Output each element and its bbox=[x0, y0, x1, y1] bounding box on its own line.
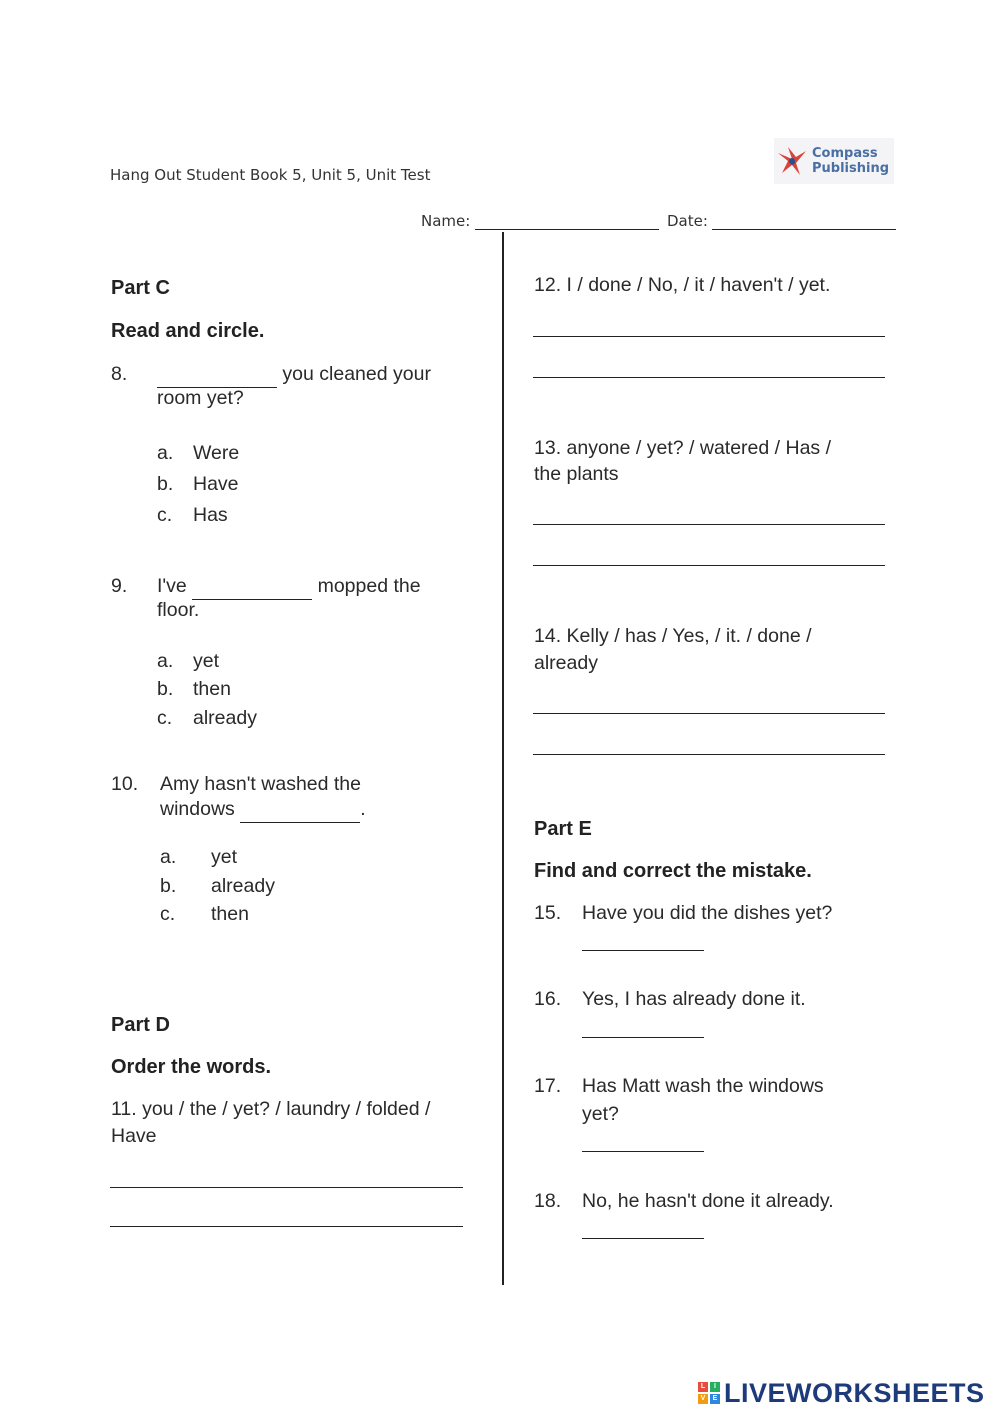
q13-line2: the plants bbox=[534, 463, 619, 485]
q12-answer-line-1[interactable] bbox=[533, 336, 885, 337]
q10-text-before: windows bbox=[160, 798, 235, 820]
q14-line2: already bbox=[534, 652, 598, 674]
q18-answer-line[interactable] bbox=[582, 1238, 704, 1239]
q8-option-a[interactable]: Were bbox=[193, 442, 240, 464]
q17-text: Has Matt wash the windows bbox=[582, 1075, 824, 1097]
liveworksheets-wordmark: LIVEWORKSHEETS bbox=[724, 1377, 985, 1408]
q14-line1: 14. Kelly / has / Yes, / it. / done / bbox=[534, 625, 812, 647]
q10-option-b-letter: b. bbox=[160, 875, 177, 897]
logo-line-1: Compass bbox=[812, 146, 878, 161]
q9-option-c-letter: c. bbox=[157, 707, 173, 729]
q9-option-a-letter: a. bbox=[157, 650, 174, 672]
q10-blank[interactable] bbox=[240, 797, 360, 823]
q9-text-before: I've bbox=[157, 575, 187, 597]
q8-blank[interactable] bbox=[157, 362, 277, 388]
q10-option-a-letter: a. bbox=[160, 846, 177, 868]
q10-option-c-letter: c. bbox=[160, 903, 176, 925]
part-c-instruction: Read and circle. bbox=[111, 320, 265, 342]
column-divider bbox=[502, 232, 504, 1285]
q11-answer-line-1[interactable] bbox=[110, 1187, 463, 1188]
q10-line2 bbox=[160, 797, 366, 823]
q10-option-a[interactable]: yet bbox=[211, 846, 238, 868]
q13-line1: 13. anyone / yet? / watered / Has / bbox=[534, 437, 832, 459]
q9-line2: floor. bbox=[157, 599, 200, 621]
q17-number: 17. bbox=[534, 1075, 562, 1097]
q9-number: 9. bbox=[111, 575, 128, 597]
part-d-instruction: Order the words. bbox=[111, 1056, 272, 1078]
q10-line1: Amy hasn't washed the bbox=[160, 773, 361, 795]
q9-option-b[interactable]: then bbox=[193, 678, 231, 700]
q8-text-after: you cleaned your bbox=[282, 363, 431, 385]
part-c-title: Part C bbox=[111, 277, 170, 299]
q9-option-a[interactable]: yet bbox=[193, 650, 220, 672]
q8-option-a-letter: a. bbox=[157, 442, 174, 464]
brand-letter-e: E bbox=[710, 1394, 720, 1404]
q10-number: 10. bbox=[111, 773, 139, 795]
q13-answer-line-2[interactable] bbox=[533, 565, 885, 566]
worksheet-header-title: Hang Out Student Book 5, Unit 5, Unit Test bbox=[110, 166, 431, 184]
q17-answer-line[interactable] bbox=[582, 1151, 704, 1152]
brand-letter-l: L bbox=[698, 1382, 708, 1392]
q16-text: Yes, I has already done it. bbox=[582, 988, 806, 1010]
q15-text: Have you did the dishes yet? bbox=[582, 902, 833, 924]
q16-answer-line[interactable] bbox=[582, 1037, 704, 1038]
q9-option-b-letter: b. bbox=[157, 678, 174, 700]
q18-text: No, he hasn't done it already. bbox=[582, 1190, 834, 1212]
logo-line-2: Publishing bbox=[812, 161, 890, 176]
q13-answer-line-1[interactable] bbox=[533, 524, 885, 525]
q14-answer-line-1[interactable] bbox=[533, 713, 885, 714]
q8-option-b[interactable]: Have bbox=[193, 473, 239, 495]
name-field[interactable] bbox=[475, 229, 659, 230]
q14-answer-line-2[interactable] bbox=[533, 754, 885, 755]
brand-letter-v: V bbox=[698, 1394, 708, 1404]
q9-blank[interactable] bbox=[192, 574, 312, 600]
date-label: Date: bbox=[667, 212, 708, 230]
q11-line1: 11. you / the / yet? / laundry / folded / bbox=[111, 1098, 431, 1120]
q15-answer-line[interactable] bbox=[582, 950, 704, 951]
q8-option-b-letter: b. bbox=[157, 473, 174, 495]
compass-publishing-logo bbox=[774, 138, 894, 184]
q8-number: 8. bbox=[111, 363, 128, 385]
part-e-instruction: Find and correct the mistake. bbox=[534, 860, 812, 882]
q17-text-line2: yet? bbox=[582, 1103, 619, 1125]
q9-option-c[interactable]: already bbox=[193, 707, 257, 729]
q15-number: 15. bbox=[534, 902, 562, 924]
q8-option-c[interactable]: Has bbox=[193, 504, 228, 526]
q10-option-c[interactable]: then bbox=[211, 903, 249, 925]
q8-line2: room yet? bbox=[157, 387, 244, 409]
compass-star-icon bbox=[774, 143, 810, 179]
q11-line2: Have bbox=[111, 1125, 157, 1147]
part-e-title: Part E bbox=[534, 818, 592, 840]
q12-answer-line-2[interactable] bbox=[533, 377, 885, 378]
liveworksheets-logo-icon bbox=[698, 1382, 720, 1404]
q18-number: 18. bbox=[534, 1190, 562, 1212]
q11-answer-line-2[interactable] bbox=[110, 1226, 463, 1227]
part-d-title: Part D bbox=[111, 1014, 170, 1036]
q12-line1: 12. I / done / No, / it / haven't / yet. bbox=[534, 274, 831, 296]
q16-number: 16. bbox=[534, 988, 562, 1010]
q10-option-b[interactable]: already bbox=[211, 875, 275, 897]
q10-text-after: . bbox=[360, 798, 366, 820]
name-label: Name: bbox=[421, 212, 471, 230]
q8-line1 bbox=[157, 362, 431, 388]
q8-option-c-letter: c. bbox=[157, 504, 173, 526]
q9-text-after: mopped the bbox=[317, 575, 421, 597]
liveworksheets-brand bbox=[698, 1376, 985, 1410]
brand-letter-i: I bbox=[710, 1382, 720, 1392]
date-field[interactable] bbox=[712, 229, 896, 230]
q9-line1 bbox=[157, 574, 421, 600]
